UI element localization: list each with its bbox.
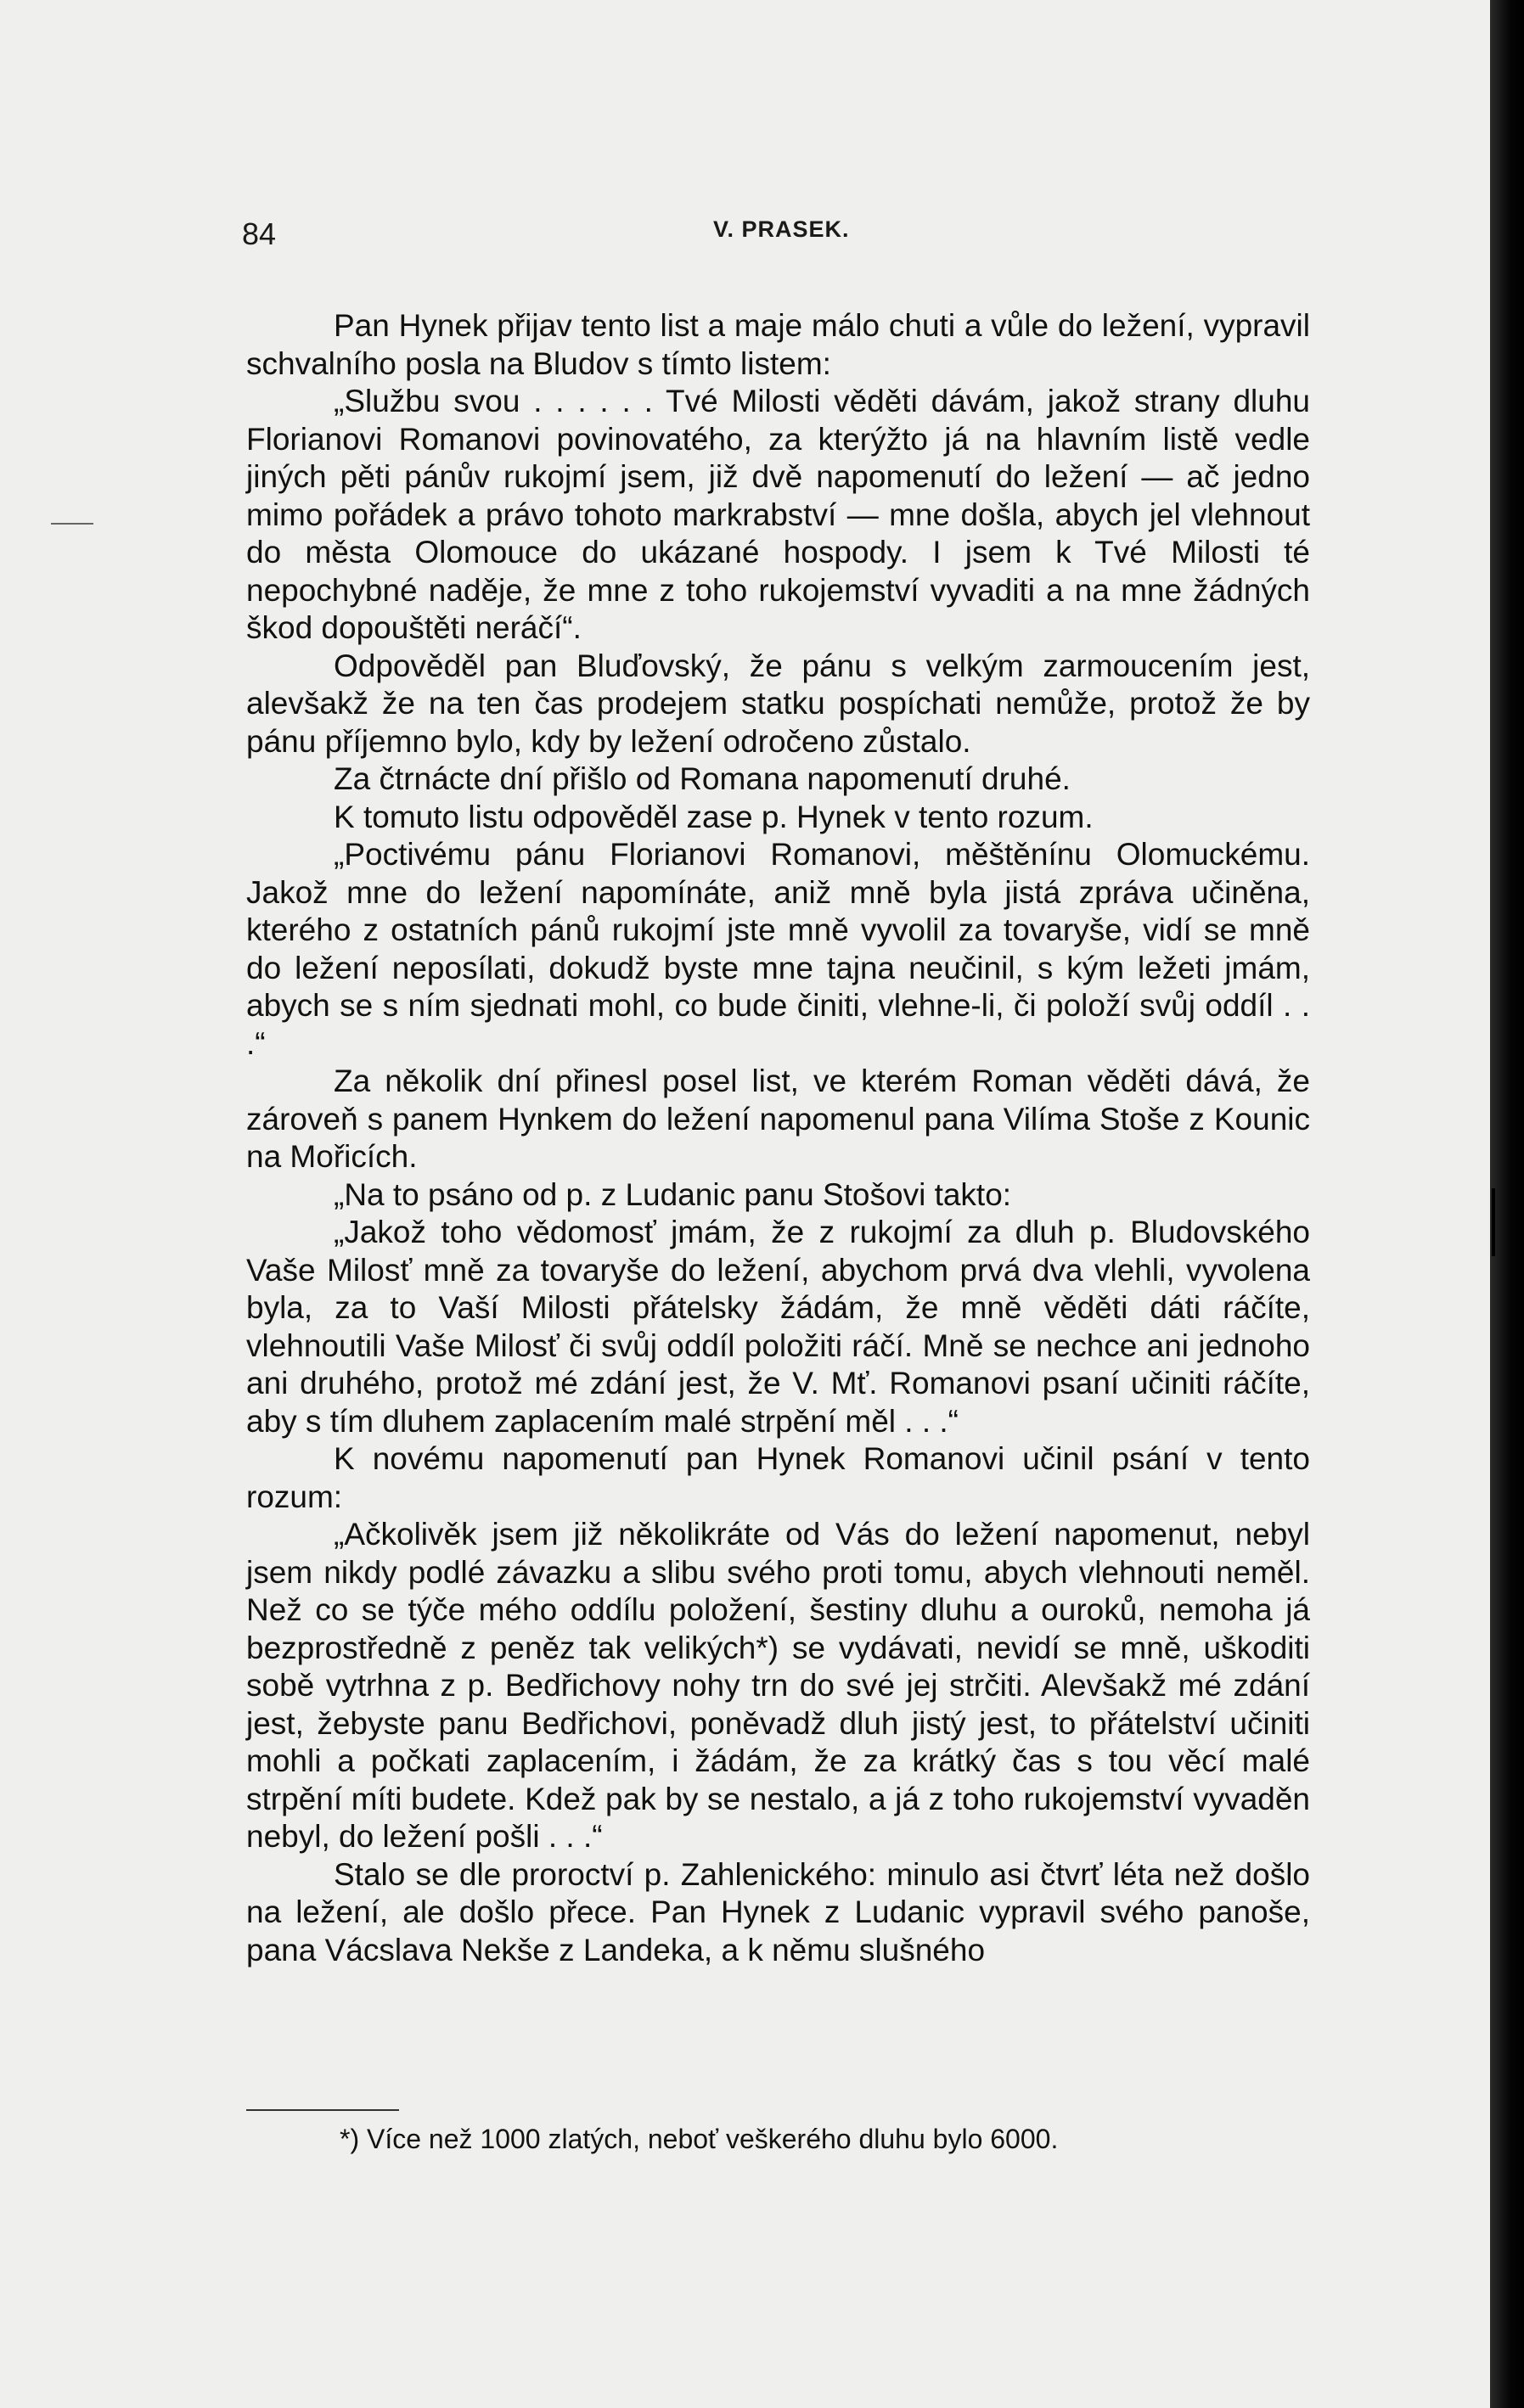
paragraph: „Na to psáno od p. z Ludanic panu Stošovi takto: (334, 1176, 1012, 1212)
margin-mark (51, 523, 93, 525)
paragraph: K novému napomenutí pan Hynek Romanovi učinil psání v tento rozum: (246, 1441, 1310, 1514)
paragraph: Odpověděl pan Bluďovský, že pánu s velkým zarmoucením jest, alevšakž že na ten čas prodejem statku pospíchati nemůže, protož že by pánu příjemno bylo, kdy by ležení odročeno zůstalo. (246, 648, 1310, 759)
paragraph: Za čtrnácte dní přišlo od Romana napomenutí druhé. (334, 761, 1071, 796)
page-edge-shadow (1490, 0, 1524, 2408)
paragraph: „Poctivému pánu Florianovi Romanovi, měštěnínu Olomuckému. Jakož mne do ležení napomínáte, aniž mně byla jistá zpráva učiněna, kterého z ostatních pánů rukojmí jste mně vyvolil za tovaryše, vidí se mně do ležení neposílati, dokudž byste mne tajna neučinil, s kým ležeti jmám, abych se s ním sjednati mohl, co bude činiti, vlehne-li, či položí svůj oddíl . . .“ (246, 837, 1310, 1061)
paragraph: „Ačkolivěk jsem již několikráte od Vás do ležení napomenut, nebyl jsem nikdy podlé závazku a slibu svého proti tomu, abych vlehnouti neměl. Než co se týče mého oddílu položení, šestiny dluhu a ouroků, nemoha já bezprostředně z peněz tak velikých*) se vydávati, nevidí se mně, uškoditi sobě vytrhna z p. Bedřichovy nohy trn do své jej strčiti. Alevšakž mé zdání jest, žebyste panu Bedřichovi, poněvadž dluh jistý jest, to přátelství učiniti mohli a počkati zaplacením, i žádám, že za krátký čas s tou věcí malé strpění míti budete. Kdež pak by se nestalo, a já z toho rukojemství vyvaděn nebyl, do ležení pošli . . .“ (246, 1517, 1310, 1854)
running-title: V. PRASEK. (713, 216, 850, 242)
paragraph: „Jakož toho vědomosť jmám, že z rukojmí za dluh p. Bludovského Vaše Milosť mně za tovaryše do ležení, abychom prvá dva vlehli, vyvolena byla, za to Vaší Milosti přátelsky žádám, že mně věděti dáti ráčíte, vlehnoutili Vaše Milosť či svůj oddíl položiti ráčí. Mně se nechce ani jednoho ani druhého, protož mé zdání jest, že V. Mť. Romanovi psaní učiniti ráčíte, aby s tím dluhem zaplacením malé strpění měl . . .“ (246, 1215, 1310, 1439)
paragraph: „Službu svou . . . . . . Tvé Milosti věděti dávám, jakož strany dluhu Florianovi Romanovi povinovatého, za kterýžto já na hlavním listě vedle jiných pěti pánův rukojmí jsem, již dvě napomenutí do ležení — ač jedno mimo pořádek a právo tohoto markrabství — mne došla, abych jel vlehnout do města Olomouce do ukázané hospody. I jsem k Tvé Milosti té nepochybné naděje, že mne z toho rukojemství vyvaditi a na mne žádných škod dopouštěti neráčí“. (246, 384, 1310, 645)
paragraph: Za několik dní přinesl posel list, ve kterém Roman věděti dává, že zároveň s panem Hynkem do ležení napomenul pana Vilíma Stoše z Kounic na Mořicích. (246, 1064, 1310, 1174)
page-number: 84 (242, 216, 277, 251)
footnote-rule (246, 2109, 399, 2111)
footnote: *) Více než 1000 zlatých, neboť veškerého dluhu bylo 6000. (340, 2124, 1059, 2154)
paragraph: Pan Hynek přijav tento list a maje málo chuti a vůle do ležení, vypravil schvalního posla na Bludov s tímto listem: (246, 308, 1310, 381)
paragraph: Stalo se dle proroctví p. Zahlenického: minulo asi čtvrť léta než došlo na ležení, ale došlo přece. Pan Hynek z Ludanic vypravil svého panoše, pana Vácslava Nekše z Landeka, a k němu slušného (246, 1856, 1310, 1967)
paragraph: K tomuto listu odpověděl zase p. Hynek v tento rozum. (334, 799, 1094, 834)
body-text (246, 307, 1310, 1969)
